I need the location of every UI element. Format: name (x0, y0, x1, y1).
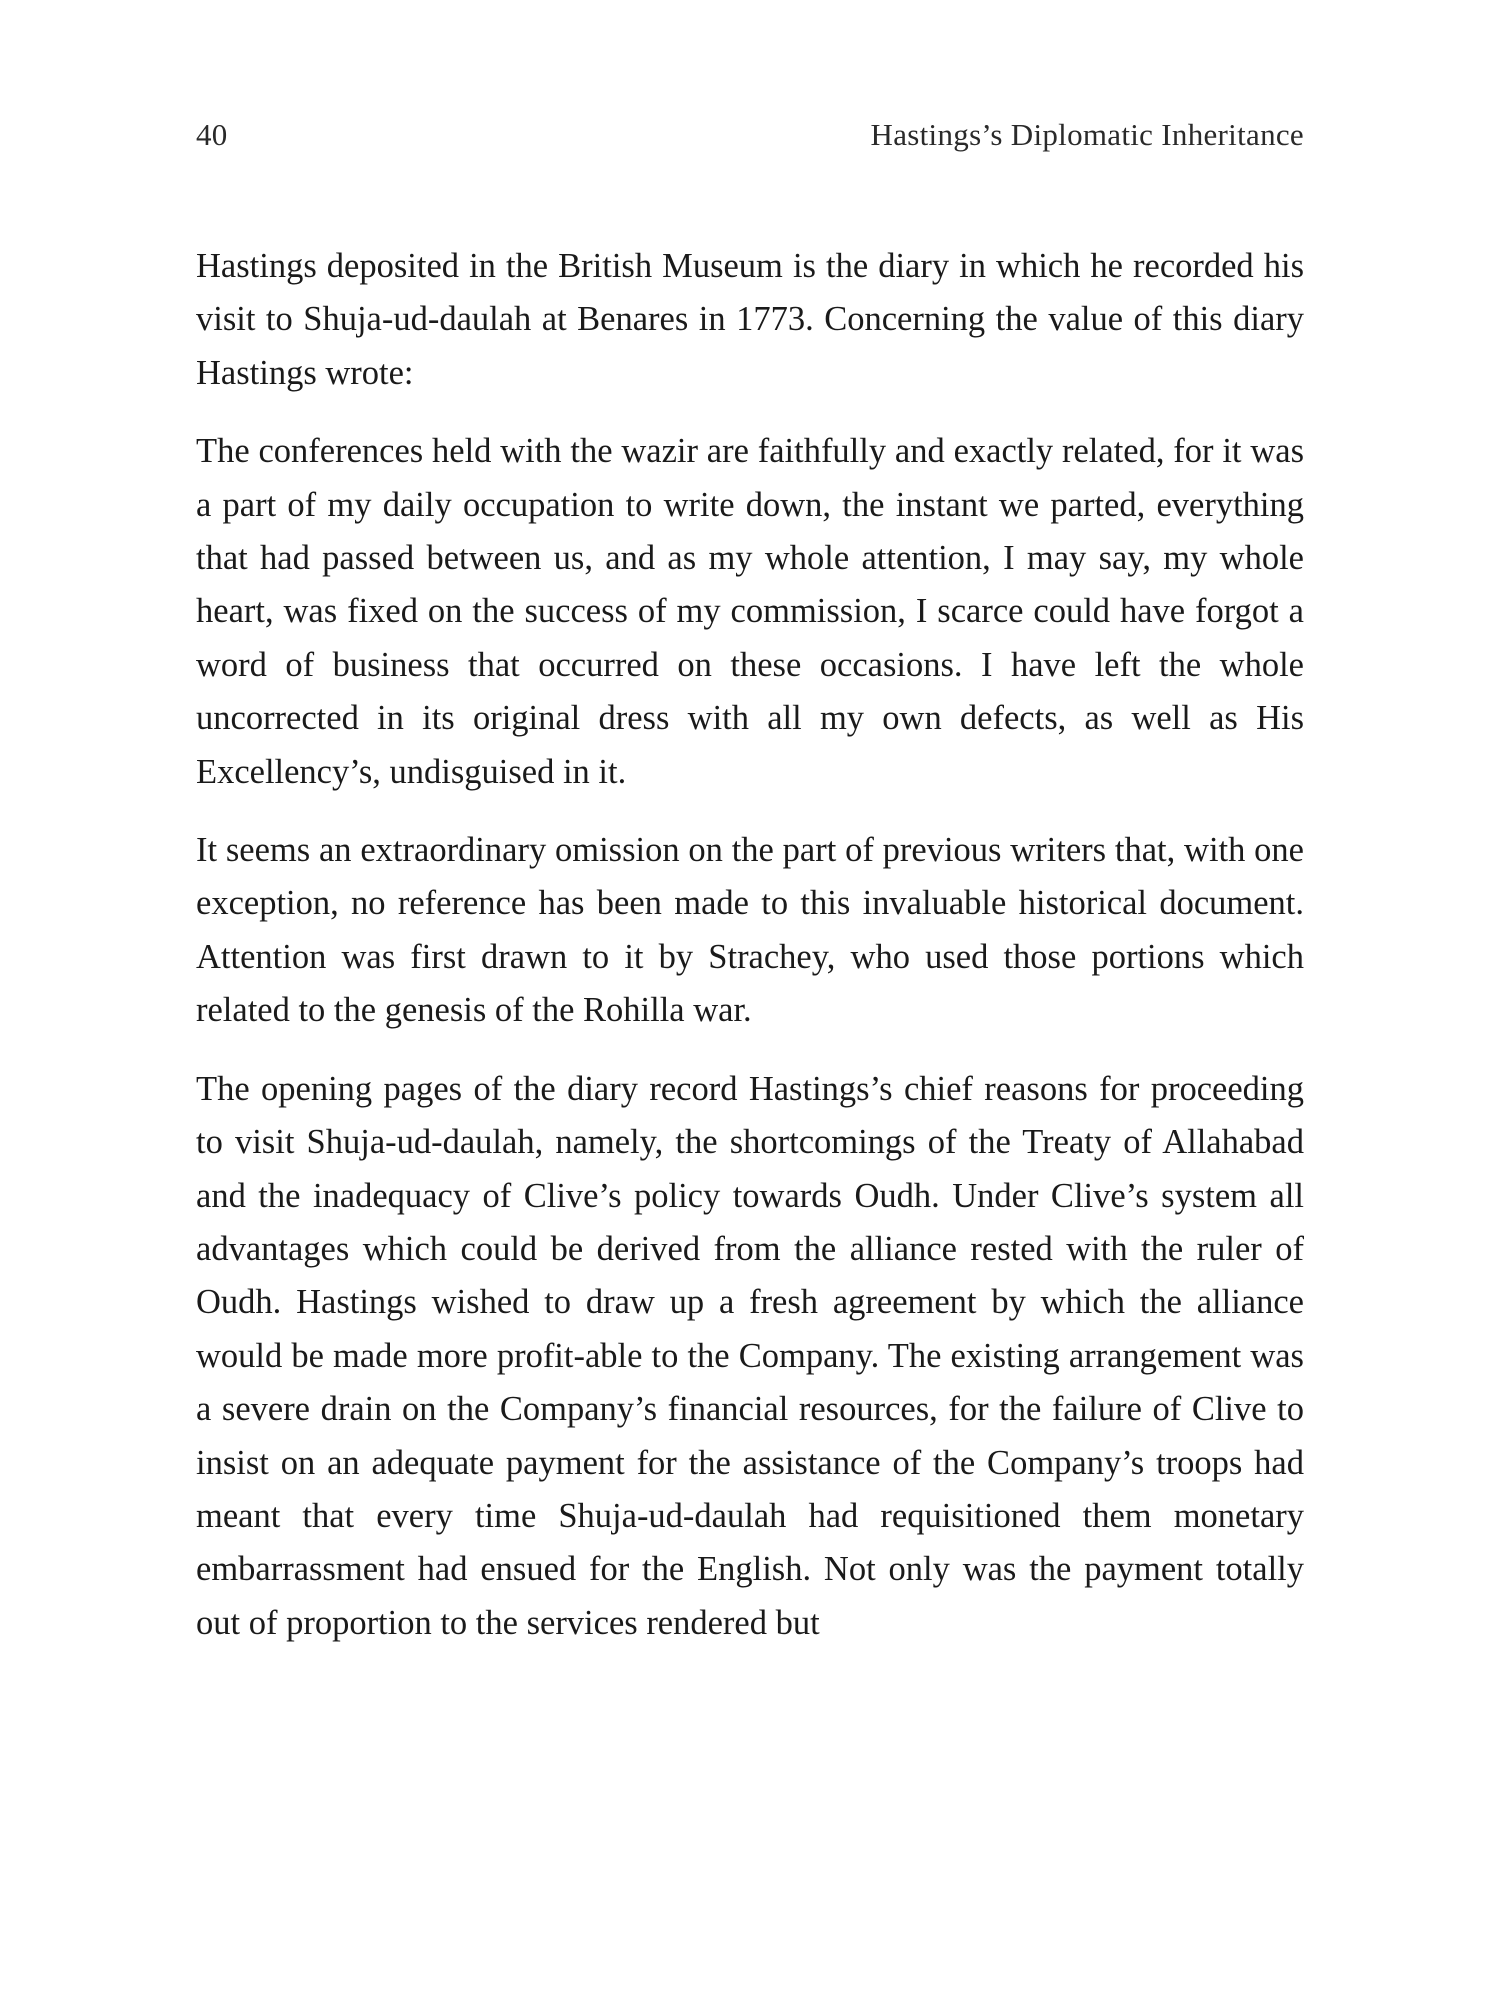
page-number: 40 (196, 117, 228, 152)
block-quote: The conferences held with the wazir are faithfully and exactly related, for it was a part of my daily occupation to write down, the instant we parted, everything that had passed between us, and as my whole attention, I may say, my whole heart, was fixed on the success of my commission, I scarce could have forgot a word of business that occurred on these occasions. I have left the whole uncorrected in its original dress with all my own defects, as well as His Excellency’s, undisguised in it. (196, 432, 1304, 791)
paragraph-opening-pages: The opening pages of the diary record Hastings’s chief reasons for proceeding to visit Shuja-ud-daulah, namely, the shortcomings of the Treaty of Allahabad and the inadequacy of Clive’s policy towards Oudh. Under Clive’s system all advantages which could be derived from the alliance rested with the ruler of Oudh. Hastings wished to draw up a fresh agreement by which the alliance would be made more profit-able to the Company. The existing arrangement was a severe drain on the Company’s financial resources, for the failure of Clive to insist on an adequate payment for the assistance of the Company’s troops had meant that every time Shuja-ud-daulah had requisitioned them monetary embarrassment had ensued for the English. Not only was the payment totally out of proportion to the services rendered but (196, 1069, 1304, 1642)
paragraph-intro: Hastings deposited in the British Museum is the diary in which he recorded his visit to Shuja-ud-daulah at Benares in 1773. Concerning the value of this diary Hastings wrote: (196, 247, 1304, 392)
body-text (196, 240, 1304, 1675)
paragraph-omission: It seems an extraordinary omission on the part of previous writers that, with one exception, no reference has been made to this invaluable historical document. Attention was first drawn to it by Strachey, who used those portions which related to the genesis of the Rohilla war. (196, 831, 1304, 1030)
running-head (196, 113, 1304, 157)
running-title: Hastings’s Diplomatic Inheritance (870, 117, 1304, 152)
